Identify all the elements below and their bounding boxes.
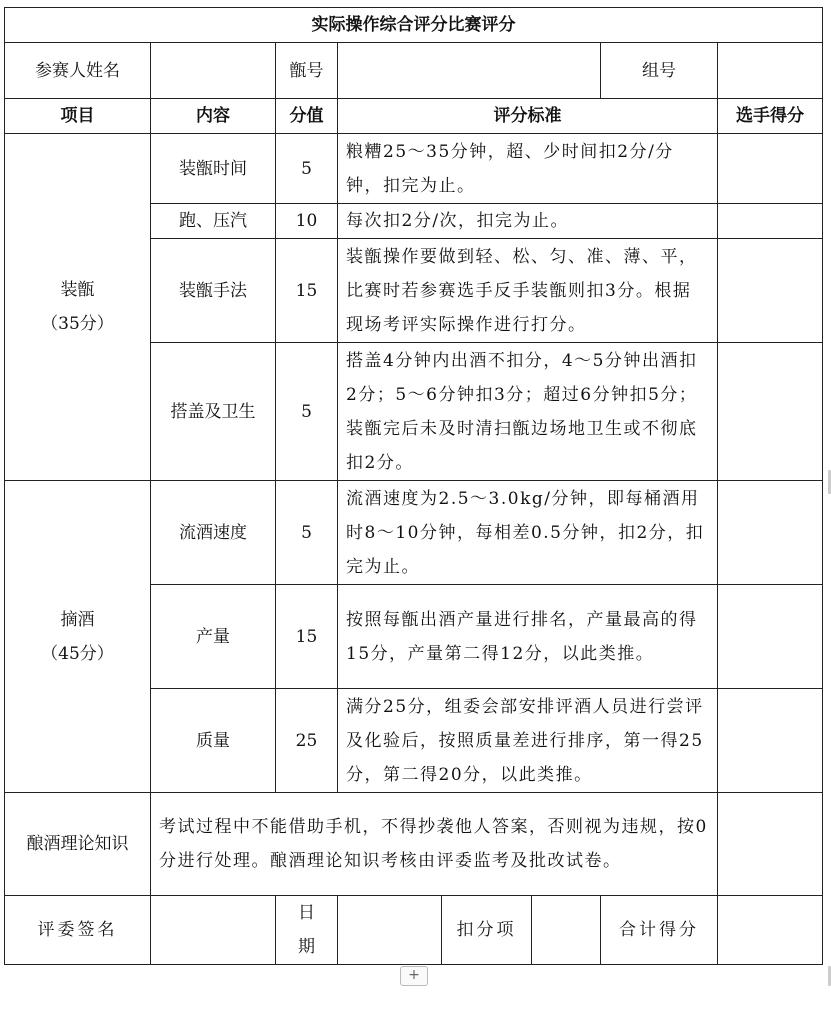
scoring-table [4, 7, 823, 965]
judge-signature-label[interactable]: 评委签名 [5, 896, 151, 965]
score-cell[interactable] [718, 585, 823, 689]
plus-icon: + [408, 967, 420, 983]
section-subtotal: （45分） [41, 643, 114, 664]
score-cell[interactable] [718, 239, 823, 343]
header-points[interactable]: 分值 [276, 99, 338, 134]
score-cell[interactable] [718, 689, 823, 793]
points-cell[interactable]: 5 [276, 134, 338, 204]
points-cell[interactable]: 5 [276, 343, 338, 481]
score-cell[interactable] [718, 204, 823, 239]
title-row [5, 8, 823, 43]
content-cell[interactable]: 搭盖及卫生 [151, 343, 276, 481]
theory-label[interactable]: 酿酒理论知识 [5, 793, 151, 896]
criteria-cell[interactable]: 搭盖4分钟内出酒不扣分，4～5分钟出酒扣2分；5～6分钟扣3分；超过6分钟扣5分；装甑完后未及时清扫甑边场地卫生或不彻底扣2分。 [338, 343, 718, 481]
header-item[interactable]: 项目 [5, 99, 151, 134]
theory-text[interactable]: 考试过程中不能借助手机，不得抄袭他人答案，否则视为违规，按0分进行处理。酿酒理论知识考核由评委监考及批改试卷。 [151, 793, 718, 896]
retort-label[interactable]: 甑号 [276, 43, 338, 99]
header-row [5, 99, 823, 134]
theory-score-cell[interactable] [718, 793, 823, 896]
points-cell[interactable]: 15 [276, 585, 338, 689]
section-name: 装甑 [60, 280, 95, 300]
points-cell[interactable]: 10 [276, 204, 338, 239]
retort-number-cell[interactable] [338, 43, 601, 99]
score-cell[interactable] [718, 481, 823, 585]
points-cell[interactable]: 25 [276, 689, 338, 793]
criteria-cell[interactable]: 流酒速度为2.5～3.0kg/分钟，即每桶酒用时8～10分钟，每相差0.5分钟，扣2分，扣完为止。 [338, 481, 718, 585]
section-cell[interactable] [5, 134, 151, 481]
header-content[interactable]: 内容 [151, 99, 276, 134]
header-score[interactable]: 选手得分 [718, 99, 823, 134]
score-cell[interactable] [718, 134, 823, 204]
criteria-cell[interactable]: 粮糟25～35分钟，超、少时间扣2分/分钟，扣完为止。 [338, 134, 718, 204]
contestant-name-cell[interactable] [151, 43, 276, 99]
criteria-cell[interactable]: 按照每甑出酒产量进行排名，产量最高的得15分，产量第二得12分，以此类推。 [338, 585, 718, 689]
criteria-cell[interactable]: 满分25分，组委会部安排评酒人员进行尝评及化验后，按照质量差进行排序，第一得25分，第二得20分，以此类推。 [338, 689, 718, 793]
content-cell[interactable]: 流酒速度 [151, 481, 276, 585]
deduction-label[interactable]: 扣分项 [442, 896, 532, 965]
theory-row [5, 793, 823, 896]
criteria-cell[interactable]: 装甑操作要做到轻、松、匀、准、薄、平，比赛时若参赛选手反手装甑则扣3分。根据现场考评实际操作进行打分。 [338, 239, 718, 343]
score-cell[interactable] [718, 343, 823, 481]
total-score-cell[interactable] [718, 896, 823, 965]
content-cell[interactable]: 产量 [151, 585, 276, 689]
content-cell[interactable]: 跑、压汽 [151, 204, 276, 239]
table-title[interactable]: 实际操作综合评分比赛评分 [5, 8, 823, 43]
section-subtotal: （35分） [41, 314, 114, 334]
info-row [5, 43, 823, 99]
section-cell[interactable] [5, 481, 151, 793]
date-label-line1: 日 [298, 903, 315, 923]
table-row [5, 134, 823, 204]
content-cell[interactable]: 质量 [151, 689, 276, 793]
group-label[interactable]: 组号 [601, 43, 718, 99]
footer-row [5, 896, 823, 965]
section-name: 摘酒 [60, 609, 95, 630]
judge-signature-cell[interactable] [151, 896, 276, 965]
total-score-label[interactable]: 合计得分 [601, 896, 718, 965]
add-row-button[interactable] [400, 966, 428, 986]
header-criteria[interactable]: 评分标准 [338, 99, 718, 134]
contestant-label[interactable]: 参赛人姓名 [5, 43, 151, 99]
date-cell[interactable] [338, 896, 442, 965]
points-cell[interactable]: 15 [276, 239, 338, 343]
content-cell[interactable]: 装甑手法 [151, 239, 276, 343]
group-number-cell[interactable] [718, 43, 823, 99]
table-row [5, 481, 823, 585]
deduction-cell[interactable] [532, 896, 601, 965]
points-cell[interactable]: 5 [276, 481, 338, 585]
date-label-line2: 期 [298, 937, 315, 957]
criteria-cell[interactable]: 每次扣2分/次，扣完为止。 [338, 204, 718, 239]
date-label[interactable] [276, 896, 338, 965]
content-cell[interactable]: 装甑时间 [151, 134, 276, 204]
